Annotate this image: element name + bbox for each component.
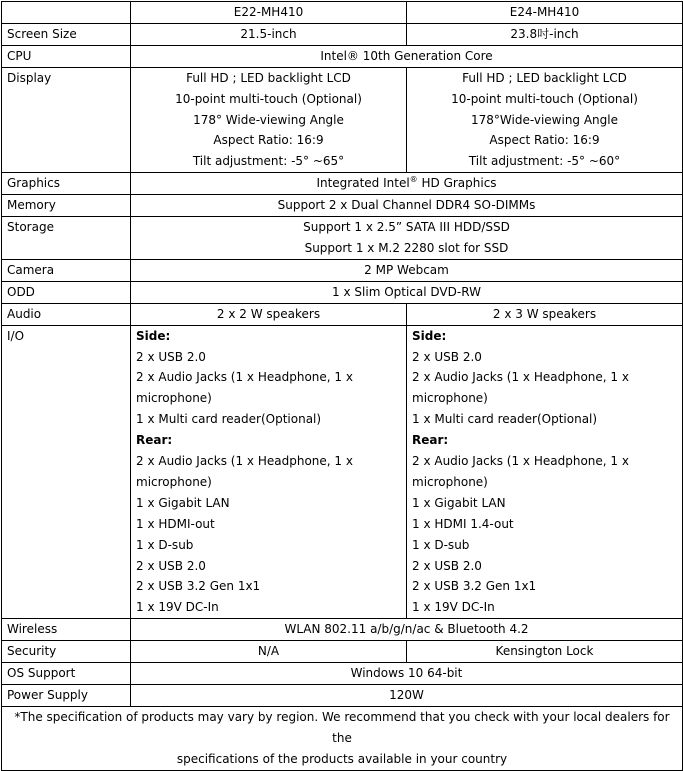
camera-value: 2 MP Webcam: [131, 259, 683, 281]
graphics-value: [131, 173, 683, 195]
display-b-line: Full HD ; LED backlight LCD: [462, 70, 627, 85]
io-b-rear-item: microphone): [412, 474, 488, 489]
display-b: [407, 67, 683, 173]
display-a-line: 178° Wide-viewing Angle: [193, 112, 344, 127]
security-a: N/A: [131, 641, 407, 663]
io-b-rear-item: 1 x D-sub: [412, 537, 470, 552]
io-b-rear-item: 2 x USB 2.0: [412, 558, 482, 573]
footer-line: *The specification of products may vary by region. We recommend that you check with your local dealers for the: [14, 709, 670, 745]
storage-line: Support 1 x 2.5” SATA III HDD/SSD: [303, 220, 510, 235]
display-a-line: Aspect Ratio: 16:9: [213, 133, 324, 148]
storage-value: [131, 217, 683, 260]
display-row: [2, 67, 683, 173]
power-supply-label: Power Supply: [2, 685, 131, 707]
io-b-side-item: 2 x Audio Jacks (1 x Headphone, 1 x: [412, 370, 629, 385]
graphics-value-post: HD Graphics: [417, 176, 497, 191]
io-b-rear-item: 2 x USB 3.2 Gen 1x1: [412, 579, 537, 594]
io-b-side-item: 2 x USB 2.0: [412, 349, 482, 364]
security-row: [2, 641, 683, 663]
screen-size-b: 23.8吋-inch: [407, 23, 683, 45]
io-a-rear-item: 1 x 19V DC-In: [136, 600, 219, 615]
power-supply-row: [2, 685, 683, 707]
security-label: Security: [2, 641, 131, 663]
display-label: Display: [2, 67, 131, 173]
audio-label: Audio: [2, 303, 131, 325]
io-a-side-item: 1 x Multi card reader(Optional): [136, 412, 322, 427]
screen-size-label: Screen Size: [2, 23, 131, 45]
storage-label: Storage: [2, 217, 131, 260]
io-label: I/O: [2, 325, 131, 619]
cpu-value: Intel® 10th Generation Core: [131, 45, 683, 67]
odd-label: ODD: [2, 281, 131, 303]
wireless-label: Wireless: [2, 619, 131, 641]
graphics-value-pre: Integrated Intel: [316, 176, 410, 191]
io-b-side-title: Side:: [412, 328, 447, 343]
io-a-rear-item: 2 x USB 2.0: [136, 558, 206, 573]
io-b-rear-item: 1 x HDMI 1.4-out: [412, 516, 514, 531]
display-a: [131, 67, 407, 173]
camera-row: [2, 259, 683, 281]
io-b-side-item: microphone): [412, 391, 488, 406]
io-b-rear-item: 1 x 19V DC-In: [412, 600, 495, 615]
io-a-side-title: Side:: [136, 328, 171, 343]
io-b-rear-item: 2 x Audio Jacks (1 x Headphone, 1 x: [412, 454, 629, 469]
io-b-rear-item: 1 x Gigabit LAN: [412, 495, 506, 510]
display-a-line: 10-point multi-touch (Optional): [175, 91, 362, 106]
memory-value: Support 2 x Dual Channel DDR4 SO-DIMMs: [131, 195, 683, 217]
display-a-line: Full HD ; LED backlight LCD: [186, 70, 351, 85]
audio-a: 2 x 2 W speakers: [131, 303, 407, 325]
io-a-rear-item: 1 x D-sub: [136, 537, 194, 552]
io-b: [407, 325, 683, 619]
footer-note: [2, 706, 683, 770]
odd-value: 1 x Slim Optical DVD-RW: [131, 281, 683, 303]
header-blank-cell: [2, 2, 131, 24]
audio-b: 2 x 3 W speakers: [407, 303, 683, 325]
storage-line: Support 1 x M.2 2280 slot for SSD: [304, 240, 509, 255]
os-support-label: OS Support: [2, 663, 131, 685]
io-row: [2, 325, 683, 619]
wireless-value: WLAN 802.11 a/b/g/n/ac & Bluetooth 4.2: [131, 619, 683, 641]
wireless-row: [2, 619, 683, 641]
storage-row: [2, 217, 683, 260]
io-b-rear-title: Rear:: [412, 433, 449, 448]
audio-row: [2, 303, 683, 325]
io-a-rear-title: Rear:: [136, 433, 173, 448]
cpu-row: [2, 45, 683, 67]
io-a: [131, 325, 407, 619]
memory-label: Memory: [2, 195, 131, 217]
display-b-line: Tilt adjustment: -5° ~60°: [468, 154, 621, 169]
io-b-side-item: 1 x Multi card reader(Optional): [412, 412, 598, 427]
io-a-rear-item: microphone): [136, 474, 212, 489]
memory-row: [2, 195, 683, 217]
os-support-row: [2, 663, 683, 685]
cpu-label: CPU: [2, 45, 131, 67]
camera-label: Camera: [2, 259, 131, 281]
io-a-side-item: microphone): [136, 391, 212, 406]
model-a-header: E22-MH410: [131, 2, 407, 24]
header-row: [2, 2, 683, 24]
footer-row: [2, 706, 683, 770]
odd-row: [2, 281, 683, 303]
display-b-line: 10-point multi-touch (Optional): [451, 91, 638, 106]
screen-size-a: 21.5-inch: [131, 23, 407, 45]
screen-size-row: [2, 23, 683, 45]
graphics-label: Graphics: [2, 173, 131, 195]
io-a-rear-item: 2 x USB 3.2 Gen 1x1: [136, 579, 261, 594]
os-support-value: Windows 10 64-bit: [131, 663, 683, 685]
display-b-line: Aspect Ratio: 16:9: [489, 133, 600, 148]
footer-line: specifications of the products available in your country: [176, 751, 508, 766]
graphics-row: [2, 173, 683, 195]
registered-mark: ®: [409, 175, 418, 185]
spec-table: [1, 1, 683, 771]
display-b-line: 178°Wide-viewing Angle: [471, 112, 618, 127]
power-supply-value: 120W: [131, 685, 683, 707]
io-a-rear-item: 1 x HDMI-out: [136, 516, 215, 531]
io-a-side-item: 2 x Audio Jacks (1 x Headphone, 1 x: [136, 370, 353, 385]
display-a-line: Tilt adjustment: -5° ~65°: [192, 154, 345, 169]
io-a-rear-item: 2 x Audio Jacks (1 x Headphone, 1 x: [136, 454, 353, 469]
model-b-header: E24-MH410: [407, 2, 683, 24]
security-b: Kensington Lock: [407, 641, 683, 663]
io-a-rear-item: 1 x Gigabit LAN: [136, 495, 230, 510]
io-a-side-item: 2 x USB 2.0: [136, 349, 206, 364]
